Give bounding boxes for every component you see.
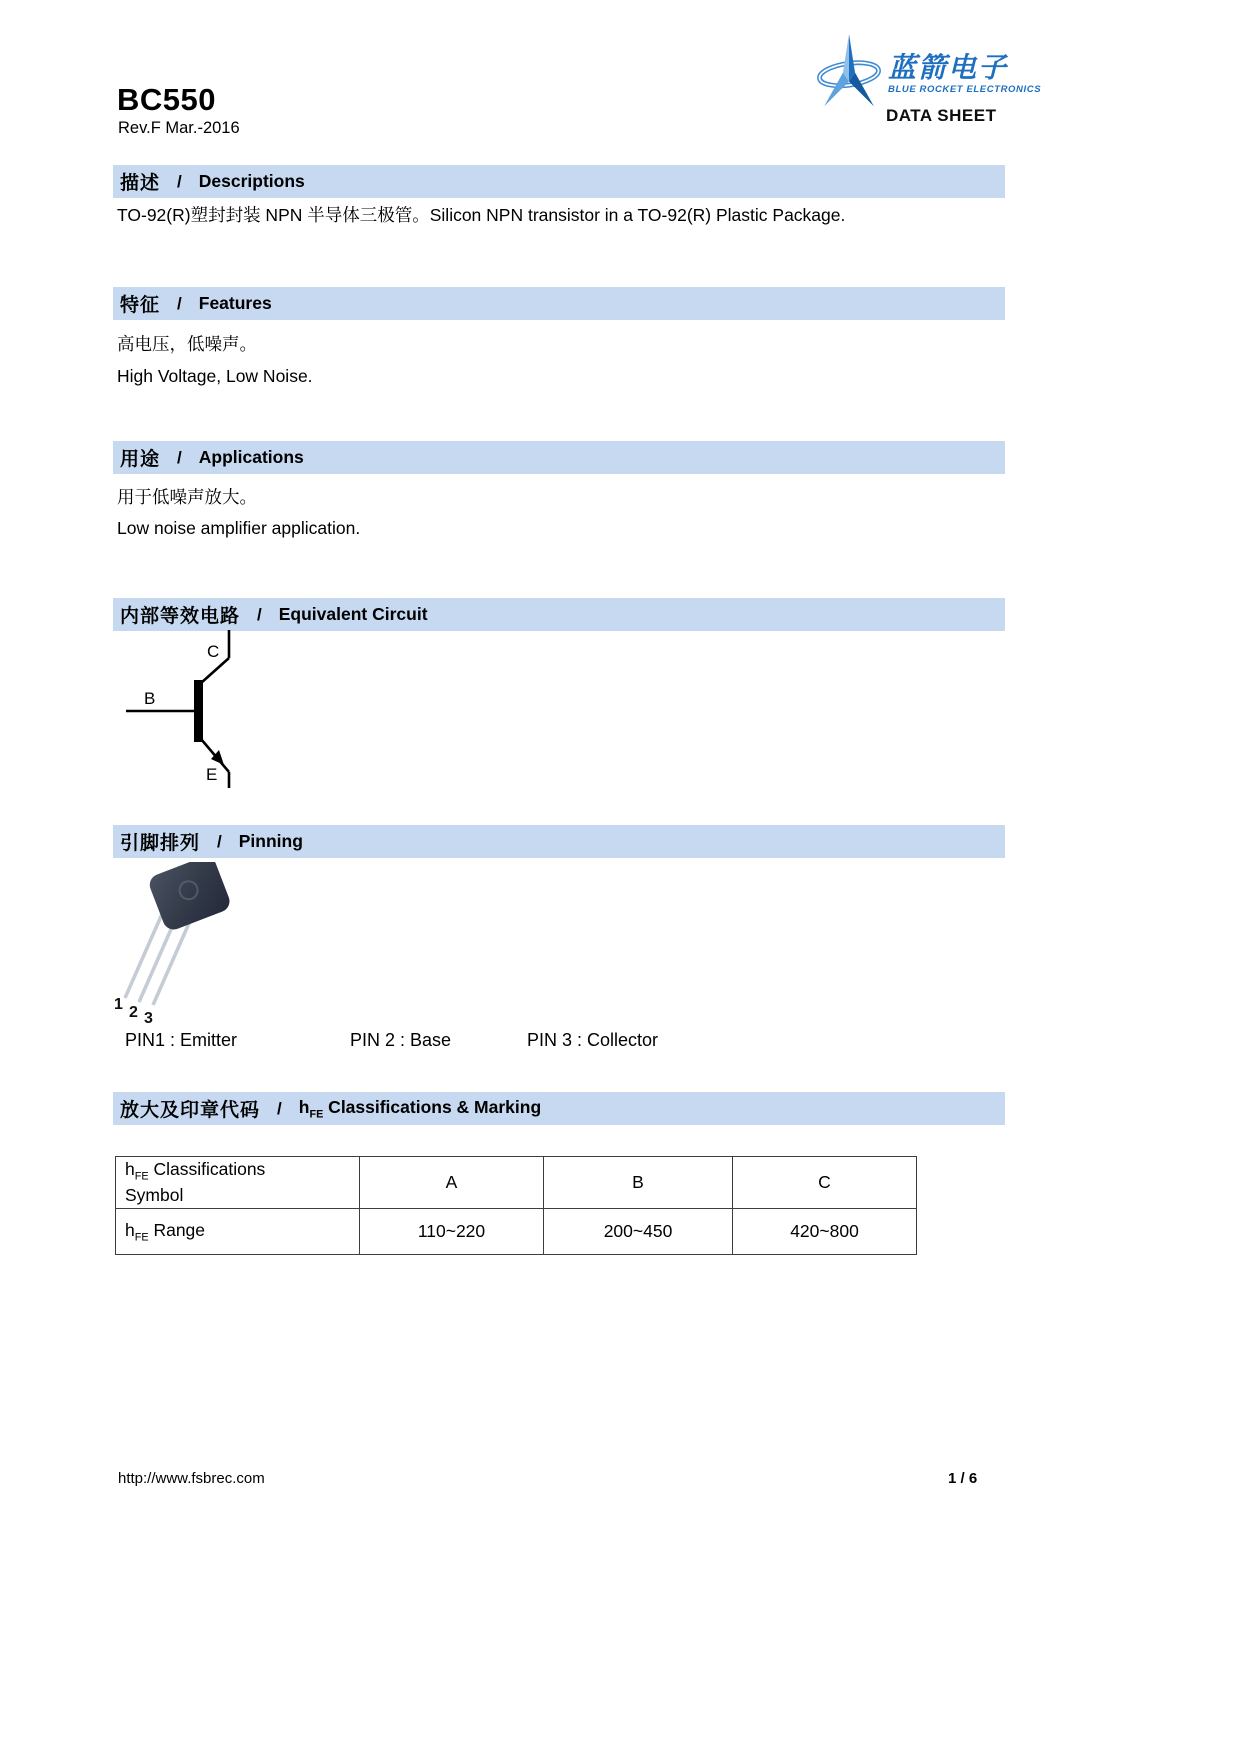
- section-header-pinning: [113, 825, 1005, 858]
- collector-label: C: [207, 642, 220, 661]
- section-separator: /: [177, 171, 182, 191]
- section-separator: /: [277, 1098, 282, 1118]
- base-label: B: [144, 689, 156, 708]
- revision-text: Rev.F Mar.-2016: [118, 119, 240, 137]
- hfe-classification-table: [115, 1156, 917, 1255]
- pin-number-2: 2: [129, 1004, 138, 1021]
- features-body-en: High Voltage, Low Noise.: [117, 366, 313, 386]
- company-name-cn: 蓝箭电子: [888, 52, 1009, 83]
- section-header-hfe: [113, 1092, 1005, 1125]
- section-title-en: Equivalent Circuit: [278, 604, 428, 624]
- pin1-label: PIN1 : Emitter: [125, 1030, 238, 1050]
- range-a-cell: 110~220: [360, 1209, 544, 1255]
- range-c-cell: 420~800: [733, 1209, 917, 1255]
- pin3-label: PIN 3 : Collector: [527, 1030, 659, 1050]
- npn-transistor-symbol: [108, 628, 253, 790]
- section-separator: /: [257, 604, 262, 624]
- section-title-en: Descriptions: [198, 171, 305, 191]
- emitter-label: E: [206, 765, 218, 784]
- package-lead-3: [153, 921, 190, 1005]
- footer-website-url: http://www.fsbrec.com: [118, 1470, 265, 1487]
- section-title-cn: 描述: [120, 173, 161, 194]
- section-separator: /: [177, 447, 182, 467]
- section-header-descriptions: [113, 165, 1005, 198]
- section-header-equivalent-circuit: [113, 598, 1005, 631]
- datasheet-label: DATA SHEET: [886, 106, 997, 125]
- base-bar: [194, 680, 203, 742]
- pin-number-1: 1: [114, 996, 123, 1013]
- section-separator: /: [217, 831, 222, 851]
- section-title-en: $h_{FE}$ Classifications & Marking: [298, 1096, 542, 1121]
- part-number-title: BC550: [117, 82, 216, 117]
- package-lead-1: [125, 914, 162, 998]
- section-title-en: Features: [198, 293, 272, 313]
- descriptions-body: TO-92(R)塑封封装 NPN 半导体三极管。Silicon NPN transistor in a TO-92(R) Plastic Package.: [117, 205, 846, 225]
- rocket-star-icon: [812, 28, 886, 114]
- table-range-row: [116, 1209, 917, 1255]
- applications-body-cn: 用于低噪声放大。: [117, 487, 257, 507]
- section-title-en: Pinning: [238, 831, 303, 851]
- symbol-c-cell: C: [733, 1157, 917, 1209]
- features-body-cn: 高电压，低噪声。: [117, 334, 257, 354]
- hfe-symbol-header-cell: $h_{FE}$ Classifications Symbol: [116, 1157, 360, 1209]
- to92-package-image: [105, 862, 285, 1010]
- section-title-en: Applications: [198, 447, 304, 467]
- section-header-features: [113, 287, 1005, 320]
- section-title-cn: 用途: [120, 449, 161, 470]
- section-title-cn: 内部等效电路: [120, 606, 241, 627]
- hfe-range-label-cell: $h_{FE}$ Range: [116, 1209, 360, 1255]
- symbol-a-cell: A: [360, 1157, 544, 1209]
- pin-number-3: 3: [144, 1010, 153, 1027]
- section-title-cn: 引脚排列: [120, 833, 201, 854]
- section-title-cn: 放大及印章代码: [120, 1100, 261, 1121]
- applications-body-en: Low noise amplifier application.: [117, 518, 361, 538]
- pin2-label: PIN 2 : Base: [350, 1030, 452, 1050]
- section-separator: /: [177, 293, 182, 313]
- table-header-row: [116, 1157, 917, 1209]
- symbol-b-cell: B: [544, 1157, 733, 1209]
- range-b-cell: 200~450: [544, 1209, 733, 1255]
- footer-page-number: 1 / 6: [948, 1470, 978, 1487]
- company-name-en: BLUE ROCKET ELECTRONICS: [888, 84, 1042, 95]
- package-lead-2: [139, 918, 176, 1002]
- section-title-cn: 特征: [120, 295, 161, 316]
- section-header-applications: [113, 441, 1005, 474]
